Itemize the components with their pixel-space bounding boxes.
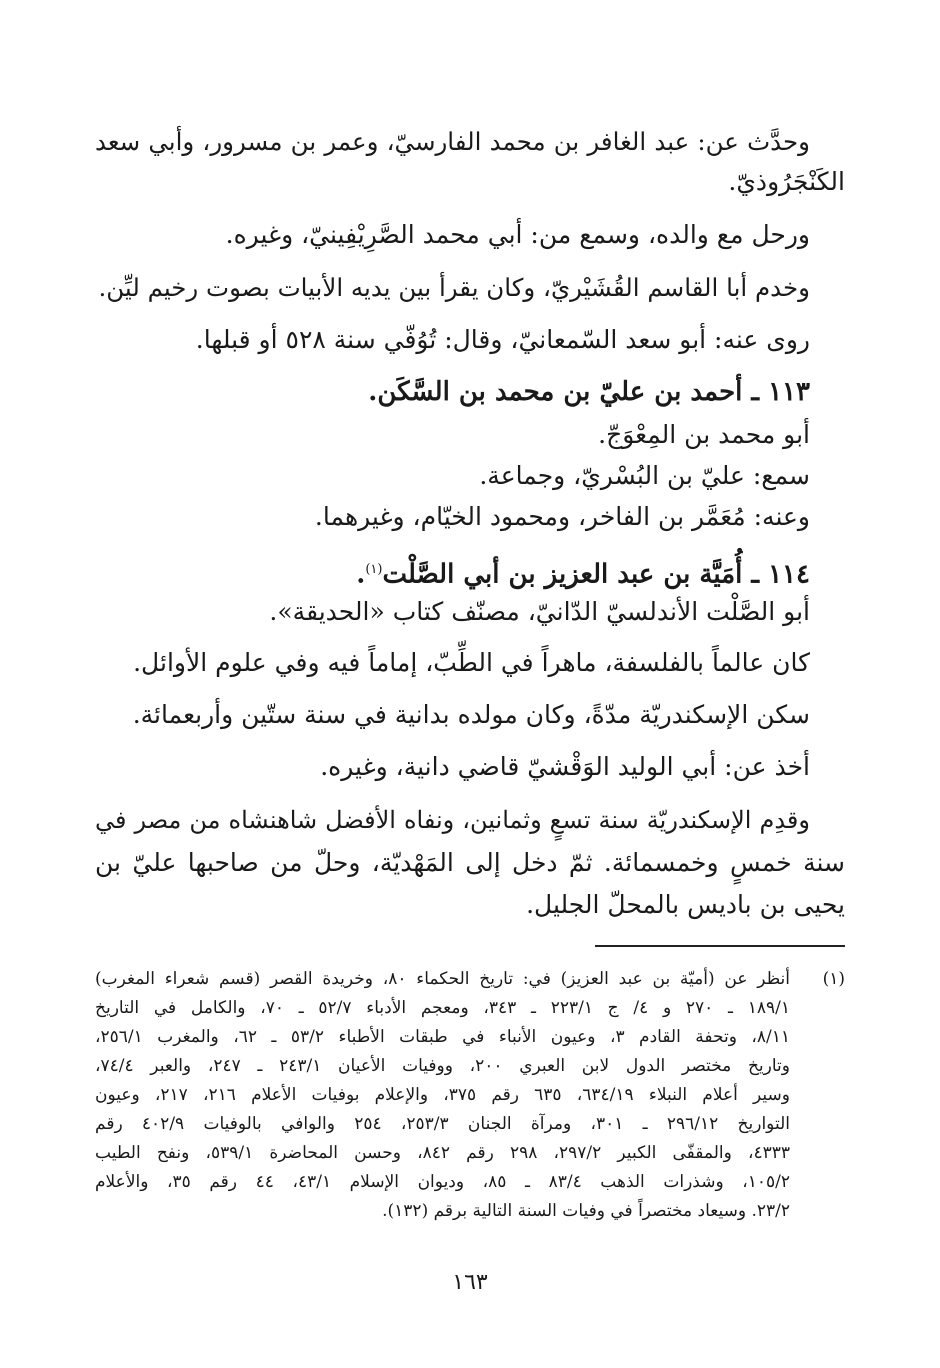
body-line: وعنه: مُعَمَّر بن الفاخر، ومحمود الخيّام، وغيرهما. <box>314 502 810 531</box>
entry-heading-114-tail: . <box>356 559 366 590</box>
page-number: ١٦٣ <box>452 1270 488 1295</box>
body-line: وخدم أبا القاسم القُشَيْريّ، وكان يقرأ بين يديه الأبيات بصوت رخيم ليِّن. <box>98 273 810 302</box>
body-line: ورحل مع والده، وسمع من: أبي محمد الصَّرِيْفِينيّ، وغيره. <box>225 220 810 249</box>
body-line: أبو محمد بن المِعْوَجّ. <box>598 420 810 449</box>
body-line: أخذ عن: أبي الوليد الوَقْشيّ قاضي دانية، وغيره. <box>320 752 810 781</box>
body-line: وحدَّث عن: عبد الغافر بن محمد الفارسيّ، وعمر بن مسرور، وأبي سعد <box>95 127 810 156</box>
entry-heading-114 <box>95 550 810 595</box>
footnote-line: وتاريخ مختصر الدول لابن العبري ٢٠٠، ووفيات الأعيان ٢٤٣/١ ـ ٢٤٧، والعبر ٧٤/٤، <box>95 1056 790 1076</box>
footnote-marker: (١) <box>822 969 845 989</box>
footnote-line: وسير أعلام النبلاء ٦٣٤/١٩، ٦٣٥ رقم ٣٧٥، والإعلام بوفيات الأعلام ٢١٦، ٢١٧، وعيون <box>95 1085 790 1105</box>
body-line: الكَنْجَرُوذيّ. <box>728 167 845 196</box>
body-line: يحيى بن باديس بالمحلّ الجليل. <box>526 890 845 919</box>
footnote-line: ٤٣٣٣، والمقفّى الكبير ٢٩٧/٢، ٢٩٨ رقم ٨٤٢، وحسن المحاضرة ٥٣٩/١، ونفح الطيب <box>95 1143 790 1163</box>
footnote-line: ٢٣/٢. وسيعاد مختصراً في وفيات السنة التالية برقم (١٣٢). <box>382 1201 790 1221</box>
body-line: سكن الإسكندريّة مدّةً، وكان مولده بدانية في سنة ستّين وأربعمائة. <box>132 700 810 729</box>
footnote-line: ١٠٥/٢، وشذرات الذهب ٨٣/٤ ـ ٨٥، وديوان الإسلام ٤٣/١، ٤٤ رقم ٣٥، والأعلام <box>95 1172 791 1192</box>
body-line: سمع: عليّ بن البُسْريّ، وجماعة. <box>479 461 810 490</box>
footnote-line: ١٨٩/١ ـ ٢٧٠ و ٤/ ج ٢٢٣/١ ـ ٣٤٣، ومعجم الأدباء ٥٢/٧ ـ ٧٠، والكامل في التاريخ <box>95 998 790 1018</box>
footnote-line: التواريخ ٢٩٦/١٢ ـ ٣٠١، ومرآة الجنان ٢٥٣/٣، ٢٥٤ والوافي بالوفيات ٤٠٢/٩ رقم <box>95 1114 790 1134</box>
footnote-reference: (١) <box>365 562 383 577</box>
body-line: أبو الصَّلْت الأندلسيّ الدّانيّ، مصنّف كتاب «الحديقة». <box>269 597 810 626</box>
footnote-rule <box>595 945 845 947</box>
entry-heading-113: ١١٣ ـ أحمد بن عليّ بن محمد بن السَّكَن. <box>368 377 810 407</box>
body-line: روى عنه: أبو سعد السّمعانيّ، وقال: تُوُفّي سنة ٥٢٨ أو قبلها. <box>195 325 810 354</box>
entry-heading-114-text: ١١٤ ـ أُمَيَّة بن عبد العزيز بن أبي الصَّلْت <box>382 559 810 590</box>
body-line: وقدِم الإسكندريّة سنة تسعٍ وثمانين، ونفاه الأفضل شاهنشاه من مصر في <box>95 806 810 834</box>
body-line: كان عالماً بالفلسفة، ماهراً في الطِّبّ، إماماً فيه وفي علوم الأوائل. <box>133 648 810 677</box>
body-line: سنة خمسٍ وخمسمائة. ثمّ دخل إلى المَهْديّة، وحلّ من صاحبها عليّ بن <box>95 848 845 877</box>
footnote-line: أنظر عن (أميّة بن عبد العزيز) في: تاريخ الحكماء ٨٠، وخريدة القصر (قسم شعراء المغرب) <box>95 969 790 989</box>
footnote-line: ٨/١١، وتحفة القادم ٣، وعيون الأنباء في طبقات الأطباء ٥٣/٢ ـ ٦٢، والمغرب ٢٥٦/١، <box>95 1027 790 1047</box>
